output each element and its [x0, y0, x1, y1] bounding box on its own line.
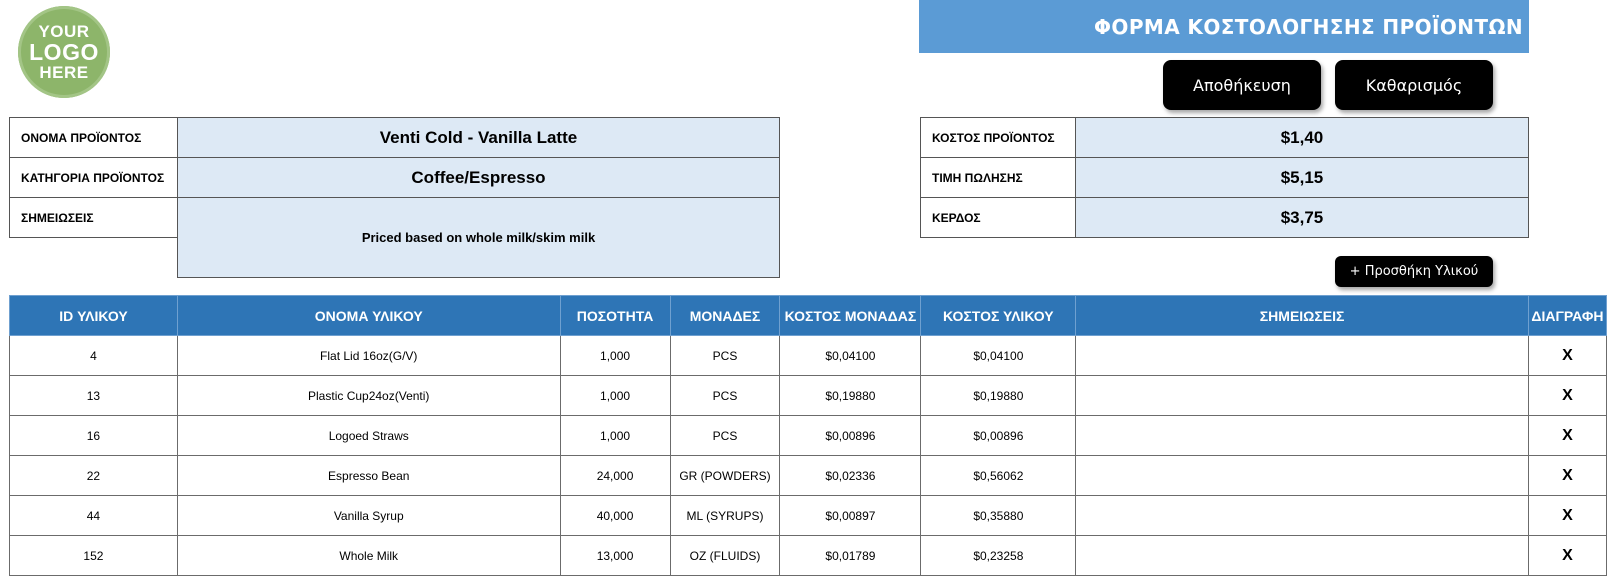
page-title: ΦΟΡΜΑ ΚΟΣΤΟΛΟΓΗΣΗΣ ΠΡΟΪΟΝΤΩΝ	[919, 0, 1529, 53]
company-logo	[18, 6, 110, 98]
cell-id[interactable]: 44	[10, 496, 178, 536]
cell-unit-cost: $0,01789	[780, 536, 921, 576]
delete-row-button[interactable]: X	[1528, 416, 1606, 456]
header-notes: ΣΗΜΕΙΩΣΕΙΣ	[1076, 296, 1529, 336]
cell-notes[interactable]	[1076, 416, 1529, 456]
table-row	[10, 456, 1607, 496]
cell-quantity[interactable]: 1,000	[560, 336, 670, 376]
cell-ingredient-cost: $0,56062	[921, 456, 1076, 496]
cell-ingredient-cost: $0,23258	[921, 536, 1076, 576]
header-units: ΜΟΝΑΔΕΣ	[670, 296, 780, 336]
header-unit-cost: ΚΟΣΤΟΣ ΜΟΝΑΔΑΣ	[780, 296, 921, 336]
sale-price-field[interactable]: $5,15	[1076, 158, 1529, 198]
cell-unit-cost: $0,04100	[780, 336, 921, 376]
table-row	[10, 416, 1607, 456]
product-name-field[interactable]: Venti Cold - Vanilla Latte	[178, 118, 780, 158]
header-name: ΟΝΟΜΑ ΥΛΙΚΟΥ	[177, 296, 560, 336]
table-row	[10, 536, 1607, 576]
header-ingredient-cost: ΚΟΣΤΟΣ ΥΛΙΚΟΥ	[921, 296, 1076, 336]
cell-ingredient-cost: $0,35880	[921, 496, 1076, 536]
cell-units: GR (POWDERS)	[670, 456, 780, 496]
add-ingredient-button[interactable]: + Προσθήκη Υλικού	[1335, 256, 1493, 287]
cell-name[interactable]: Logoed Straws	[177, 416, 560, 456]
cell-ingredient-cost: $0,00896	[921, 416, 1076, 456]
cell-notes[interactable]	[1076, 336, 1529, 376]
cell-quantity[interactable]: 24,000	[560, 456, 670, 496]
logo-line-3: HERE	[39, 63, 89, 82]
product-cost-label: ΚΟΣΤΟΣ ΠΡΟΪΟΝΤΟΣ	[921, 118, 1076, 158]
product-name-label: ΟΝΟΜΑ ΠΡΟΪΟΝΤΟΣ	[10, 118, 178, 158]
cell-notes[interactable]	[1076, 456, 1529, 496]
table-header-row	[10, 296, 1607, 336]
cell-notes[interactable]	[1076, 496, 1529, 536]
delete-row-button[interactable]: X	[1528, 536, 1606, 576]
table-row	[10, 496, 1607, 536]
delete-row-button[interactable]: X	[1528, 456, 1606, 496]
cell-notes[interactable]	[1076, 536, 1529, 576]
save-button[interactable]: Αποθήκευση	[1163, 60, 1321, 110]
product-cost-value: $1,40	[1076, 118, 1529, 158]
delete-row-button[interactable]: X	[1528, 376, 1606, 416]
cell-units: PCS	[670, 416, 780, 456]
cell-unit-cost: $0,00896	[780, 416, 921, 456]
cell-unit-cost: $0,00897	[780, 496, 921, 536]
logo-line-2: LOGO	[29, 39, 99, 65]
cell-name[interactable]: Espresso Bean	[177, 456, 560, 496]
product-notes-field[interactable]: Priced based on whole milk/skim milk	[178, 198, 780, 278]
cell-unit-cost: $0,19880	[780, 376, 921, 416]
delete-row-button[interactable]: X	[1528, 496, 1606, 536]
cell-quantity[interactable]: 40,000	[560, 496, 670, 536]
cell-id[interactable]: 4	[10, 336, 178, 376]
cell-ingredient-cost: $0,19880	[921, 376, 1076, 416]
cell-quantity[interactable]: 13,000	[560, 536, 670, 576]
cell-notes[interactable]	[1076, 376, 1529, 416]
product-info-table	[9, 117, 780, 278]
cell-name[interactable]: Plastic Cup24oz(Venti)	[177, 376, 560, 416]
logo-line-1: YOUR	[38, 22, 90, 41]
cell-units: PCS	[670, 336, 780, 376]
cost-summary-table	[920, 117, 1529, 238]
cell-id[interactable]: 16	[10, 416, 178, 456]
product-category-field[interactable]: Coffee/Espresso	[178, 158, 780, 198]
cell-name[interactable]: Whole Milk	[177, 536, 560, 576]
cell-name[interactable]: Vanilla Syrup	[177, 496, 560, 536]
cell-units: OZ (FLUIDS)	[670, 536, 780, 576]
header-delete: ΔΙΑΓΡΑΦΗ	[1528, 296, 1606, 336]
cell-units: ML (SYRUPS)	[670, 496, 780, 536]
ingredients-table	[9, 295, 1607, 576]
blank-cell	[10, 238, 178, 278]
table-row	[10, 376, 1607, 416]
sale-price-label: ΤΙΜΗ ΠΩΛΗΣΗΣ	[921, 158, 1076, 198]
table-row	[10, 336, 1607, 376]
product-category-label: ΚΑΤΗΓΟΡΙΑ ΠΡΟΪΟΝΤΟΣ	[10, 158, 178, 198]
delete-row-button[interactable]: X	[1528, 336, 1606, 376]
profit-value: $3,75	[1076, 198, 1529, 238]
cell-units: PCS	[670, 376, 780, 416]
cell-quantity[interactable]: 1,000	[560, 416, 670, 456]
header-id: ID ΥΛΙΚΟΥ	[10, 296, 178, 336]
cell-id[interactable]: 13	[10, 376, 178, 416]
cell-name[interactable]: Flat Lid 16oz(G/V)	[177, 336, 560, 376]
product-notes-label: ΣΗΜΕΙΩΣΕΙΣ	[10, 198, 178, 238]
cell-id[interactable]: 22	[10, 456, 178, 496]
profit-label: ΚΕΡΔΟΣ	[921, 198, 1076, 238]
cell-id[interactable]: 152	[10, 536, 178, 576]
clear-button[interactable]: Καθαρισμός	[1335, 60, 1493, 110]
cell-unit-cost: $0,02336	[780, 456, 921, 496]
cell-quantity[interactable]: 1,000	[560, 376, 670, 416]
header-quantity: ΠΟΣΟΤΗΤΑ	[560, 296, 670, 336]
cell-ingredient-cost: $0,04100	[921, 336, 1076, 376]
